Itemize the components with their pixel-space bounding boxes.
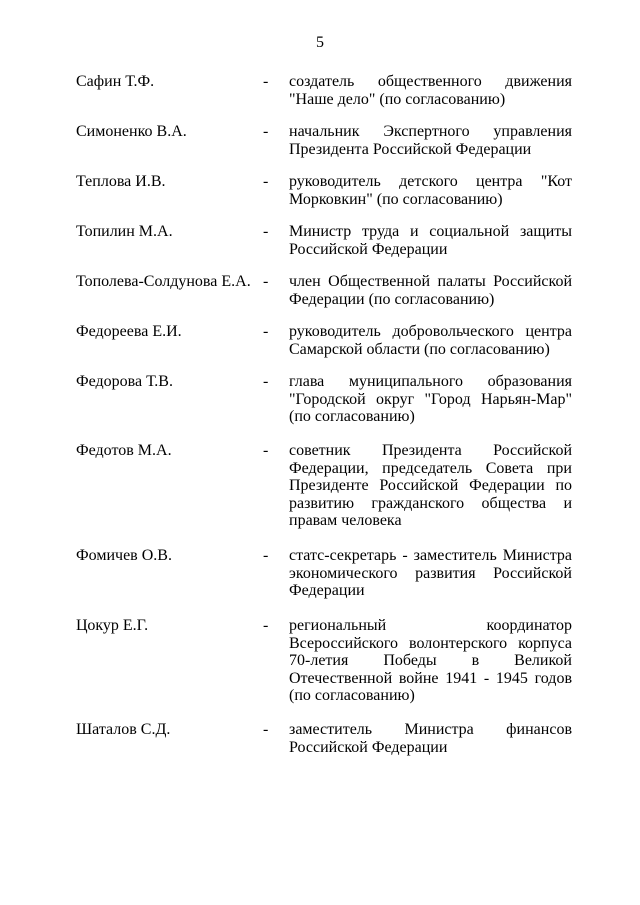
member-position: статс-секретарь - заместитель Министра экономического развития Российской Федерации: [289, 547, 572, 600]
member-name: Федорова Т.В.: [76, 373, 173, 390]
dash-separator: -: [263, 547, 269, 564]
list-item: [76, 721, 572, 756]
member-position: создатель общественного движения "Наше дело" (по согласованию): [289, 73, 572, 108]
member-position: руководитель детского центра "Кот Морковкин" (по согласованию): [289, 173, 572, 208]
list-item: [76, 323, 572, 358]
member-position: руководитель добровольческого центра Самарской области (по согласованию): [289, 323, 572, 358]
dash-separator: -: [263, 442, 269, 459]
dash-separator: -: [263, 223, 269, 240]
member-position: региональный координатор Всероссийского волонтерского корпуса 70-летия Победы в Великой Отечественной войне 1941 - 1945 годов (по согласованию): [289, 617, 572, 705]
dash-separator: -: [263, 323, 269, 340]
dash-separator: -: [263, 173, 269, 190]
member-name: Фомичев О.В.: [76, 547, 172, 564]
dash-separator: -: [263, 73, 269, 90]
list-item: [76, 547, 572, 600]
list-item: [76, 373, 572, 426]
page-number: 5: [316, 34, 324, 51]
member-name: Симоненко В.А.: [76, 123, 187, 140]
list-item: [76, 273, 572, 308]
member-name: Теплова И.В.: [76, 173, 166, 190]
member-name: Тополева-Солдунова Е.А.: [76, 273, 251, 290]
dash-separator: -: [263, 373, 269, 390]
member-name: Шаталов С.Д.: [76, 721, 171, 738]
member-position: заместитель Министра финансов Российской Федерации: [289, 721, 572, 756]
list-item: [76, 173, 572, 208]
list-item: [76, 617, 572, 705]
dash-separator: -: [263, 123, 269, 140]
list-item: [76, 442, 572, 530]
member-name: Топилин М.А.: [76, 223, 173, 240]
member-name: Цокур Е.Г.: [76, 617, 149, 634]
list-item: [76, 123, 572, 158]
list-item: [76, 73, 572, 108]
list-item: [76, 223, 572, 258]
dash-separator: -: [263, 617, 269, 634]
member-name: Федореева Е.И.: [76, 323, 182, 340]
member-position: член Общественной палаты Российской Федерации (по согласованию): [289, 273, 572, 308]
dash-separator: -: [263, 273, 269, 290]
member-name: Федотов М.А.: [76, 442, 172, 459]
member-position: Министр труда и социальной защиты Российской Федерации: [289, 223, 572, 258]
dash-separator: -: [263, 721, 269, 738]
member-position: советник Президента Российской Федерации, председатель Совета при Президенте Российской Федерации по развитию гражданского общества и правам человека: [289, 442, 572, 530]
member-position: начальник Экспертного управления Президента Российской Федерации: [289, 123, 572, 158]
member-position: глава муниципального образования "Городской округ "Город Нарьян-Мар" (по согласованию): [289, 373, 572, 426]
member-name: Сафин Т.Ф.: [76, 73, 155, 90]
